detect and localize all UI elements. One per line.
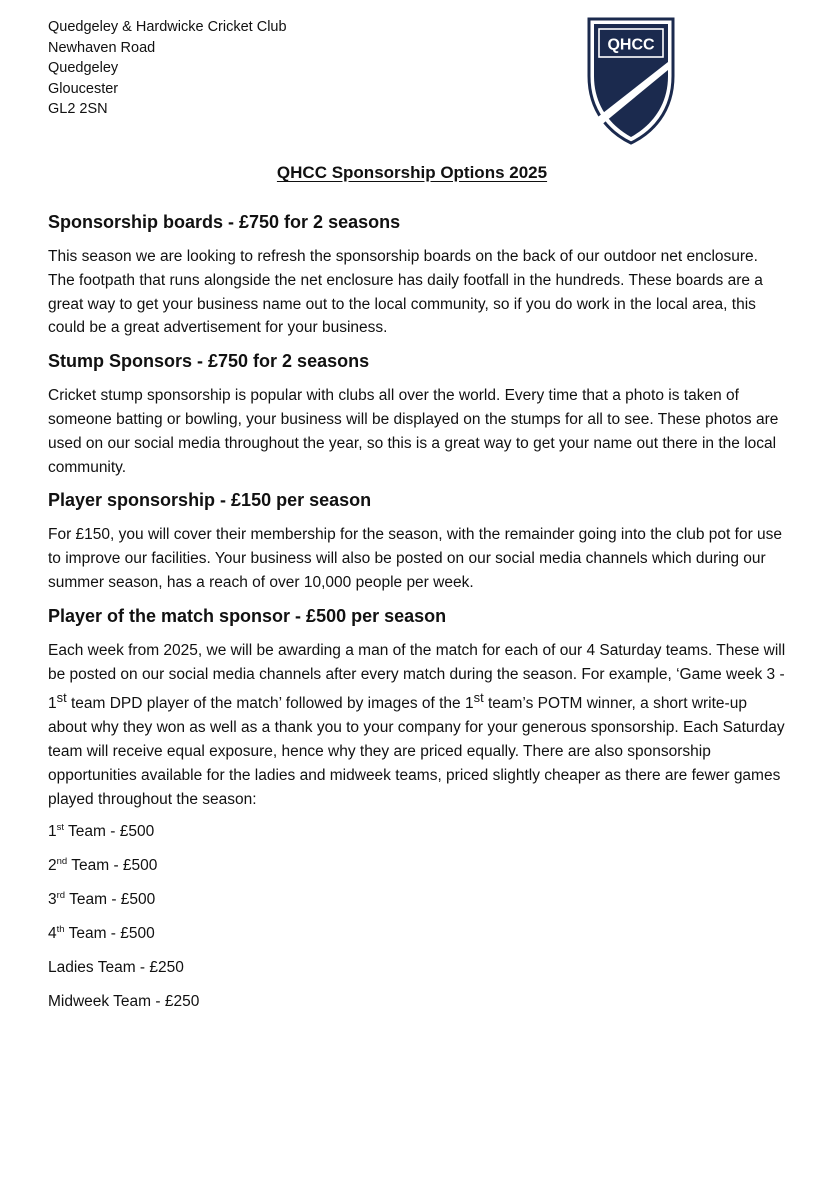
document-body [48,210,788,1025]
team-price-item: Ladies Team - £250 [48,958,184,976]
section-paragraph: Cricket stump sponsorship is popular with clubs all over the world. Every time that a photo is taken of someone batting or bowling, your business will be displayed on the stumps for all to see. These photos are used on our social media throughout the year, so this is a great way to get your name out there in the local community. [48,387,779,476]
ordinal-suffix: st [56,690,67,706]
address-line: Gloucester [48,80,119,97]
team-price-item: 1st Team - £500 [48,821,155,840]
section-paragraph: This season we are looking to refresh the sponsorship boards on the back of our outdoor net enclosure. The footpath that runs alongside the net enclosure has daily footfall in the hundreds. These boards are a great way to get your business name out to the local community, so if you do work in the local area, this could be a great advertisement for your business. [48,248,763,337]
team-price-item: Midweek Team - £250 [48,992,200,1010]
address-line: Quedgeley & Hardwicke Cricket Club [48,19,287,35]
paragraph-text: team DPD player of the match’ followed by images of the 1 [66,695,474,713]
paragraph-text: team’s POTM winner, a short write-up about why they won as well as a thank you to your company for your generous sponsorship. Each Saturday team will receive equal exposure, hence why they are priced equally. There are also sponsorship opportunities available for the ladies and midweek teams, priced slightly cheaper as there are fewer games played throughout the season: [48,695,785,808]
section-heading: Stump Sponsors - £750 for 2 seasons [48,351,370,372]
team-price-item: 4th Team - £500 [48,923,155,942]
section-sponsorship-boards [48,210,788,340]
club-address [48,17,287,120]
section-player-of-the-match [48,604,788,1013]
address-line: GL2 2SN [48,101,108,117]
section-player-sponsorship [48,488,788,594]
qhcc-logo [586,16,676,146]
team-price-list [48,821,788,1013]
section-paragraph [48,639,788,812]
section-heading: Sponsorship boards - £750 for 2 seasons [48,212,401,232]
section-paragraph: For £150, you will cover their membership for the season, with the remainder going into the club pot for use to improve our facilities. Your business will also be posted on our social media channels which during our summer season, has a reach of over 10,000 people per week. [48,526,783,591]
address-line: Quedgeley [48,60,119,76]
document-title: QHCC Sponsorship Options 2025 [276,163,548,182]
team-price-item: 2nd Team - £500 [48,855,158,874]
address-line: Newhaven Road [48,39,156,56]
logo-text: QHCC [607,36,655,54]
team-price-item: 3rd Team - £500 [48,889,156,908]
section-heading: Player of the match sponsor - £500 per season [48,605,447,626]
ordinal-suffix: st [473,690,484,706]
paragraph-text: Each week from 2025, we will be awarding a man of the match for each of our 4 Saturday teams. These will be posted on our social media channels after every match during the season. For example, ‘Game week 3 - 1 [48,641,786,713]
section-stump-sponsors [48,349,788,479]
section-heading: Player sponsorship - £150 per season [48,490,372,511]
